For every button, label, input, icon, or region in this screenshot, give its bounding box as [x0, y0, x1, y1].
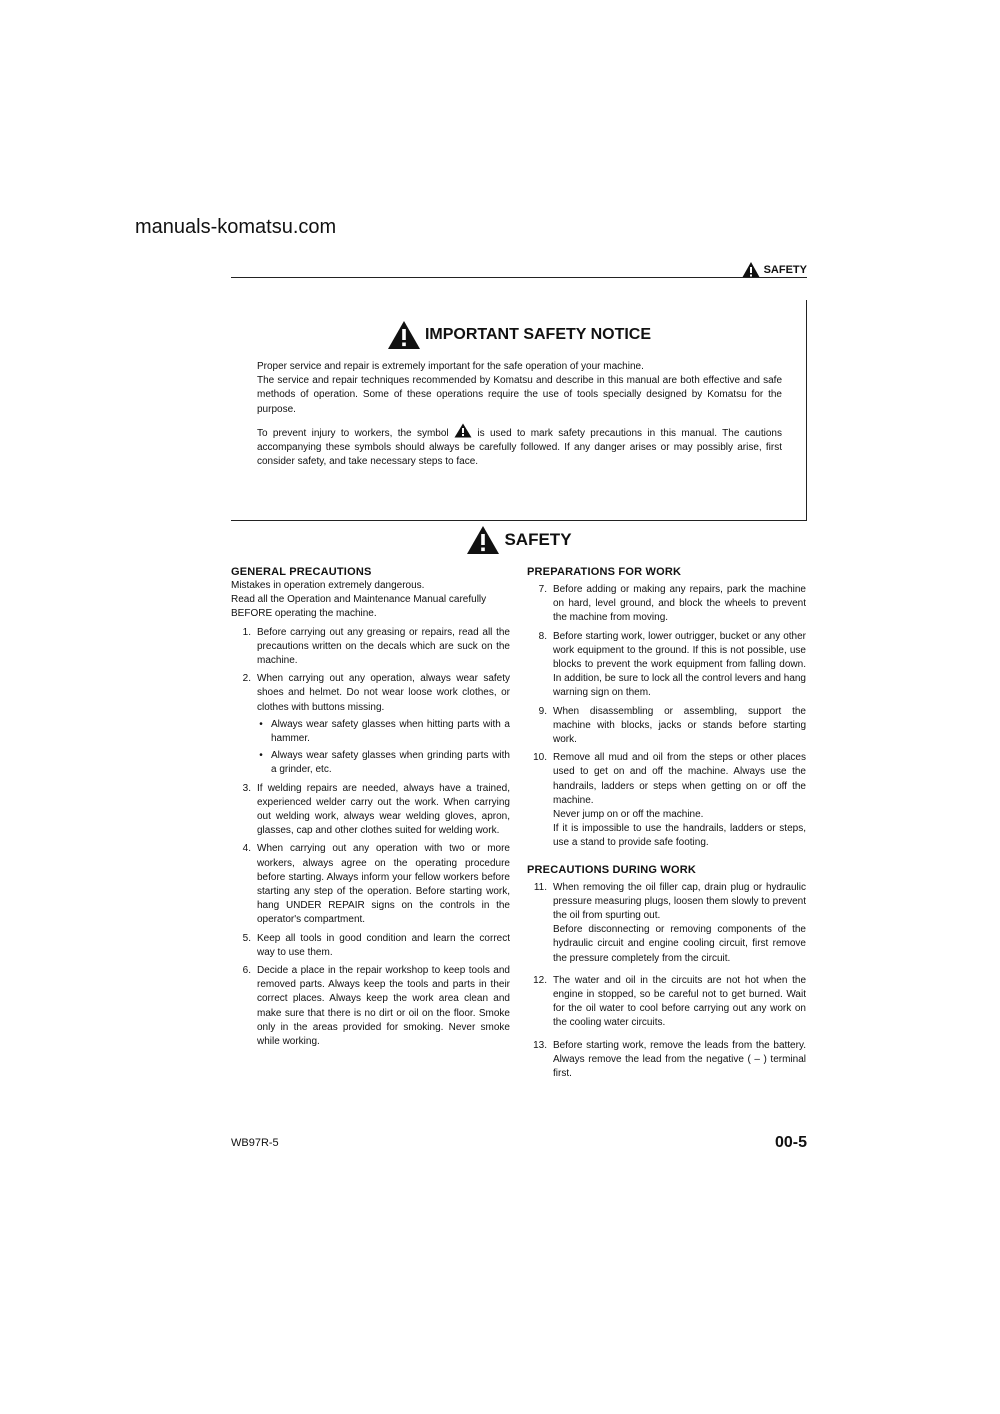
general-precautions-heading: GENERAL PRECAUTIONS	[231, 566, 372, 578]
item-text	[553, 751, 806, 850]
item-text: Keep all tools in good condition and learn the correct way to use them.	[257, 932, 510, 958]
item-text: Before starting work, remove the leads from the battery. Always remove the lead from the negative ( – ) terminal first.	[553, 1039, 806, 1080]
item-text: If welding repairs are needed, always have a trained, experienced welder carry out the work. When carrying out welding work, always wear welding gloves, apron, glasses, cap and other clothes suited for welding work.	[257, 782, 510, 837]
list-item	[231, 842, 510, 927]
notice-title	[231, 320, 807, 350]
sub-item-text: Always wear safety glasses when grinding parts with a grinder, etc.	[271, 750, 510, 776]
list-item	[527, 974, 806, 1031]
notice-para-2-after: is used to mark safety precautions in this manual. The cautions accompanying these symbols should always be carefully followed. If any danger arises or may possibly arise, first consider safety, and take necessary steps to face.	[257, 427, 782, 468]
item-text: When disassembling or assembling, support the machine with blocks, jacks or stands before starting work.	[553, 705, 806, 746]
warning-triangle-icon	[454, 423, 472, 438]
item-text: When carrying out any operation with two or more workers, always agree on the operating procedure before starting. Always inform your fellow workers before starting any step of the operation. Before starting work, hang UNDER REPAIR signs on the controls in the operator's compartment.	[257, 843, 510, 926]
item-number: 1.	[242, 626, 251, 638]
general-precautions-column	[231, 565, 510, 1049]
header-rule	[231, 277, 807, 278]
list-item	[527, 583, 806, 626]
page-number: 00-5	[774, 1134, 807, 1151]
item-text: When carrying out any operation, always wear safety shoes and helmet. Do not wear loose work clothes, or clothes with buttons missing.	[257, 673, 510, 713]
item-number: 8.	[538, 630, 547, 642]
safety-title-text: SAFETY	[504, 530, 572, 549]
item-11-line-2: Before disconnecting or removing components of the hydraulic circuit and engine cooling circuit, first remove the pressure completely from the circuit.	[553, 924, 806, 964]
item-number: 7.	[538, 584, 547, 595]
list-item	[527, 751, 806, 850]
list-item	[527, 630, 806, 701]
item-text: Before adding or making any repairs, park the machine on hard, level ground, and block the wheels to prevent the machine from moving.	[553, 584, 806, 624]
safety-title	[231, 525, 807, 555]
item-text	[553, 881, 806, 966]
item-number: 6.	[242, 965, 251, 977]
list-item	[231, 626, 510, 669]
warning-triangle-icon	[387, 320, 421, 350]
bullet: •	[259, 718, 263, 730]
section-header-label: SAFETY	[763, 264, 807, 276]
item-10-line-3: If it is impossible to use the handrails, ladders or steps, use a stand to provide safe footing.	[553, 823, 806, 849]
item-number: 13.	[533, 1039, 547, 1051]
item-11-line-1: When removing the oil filler cap, drain plug or hydraulic pressure measuring plugs, loosen them slowly to prevent the oil from spurting out.	[553, 881, 806, 922]
list-item	[527, 705, 806, 748]
item-10-line-1: Remove all mud and oil from the steps or other places used to get on and off the machine. Always use the handrails, ladders or steps when getting on or off the machine.	[553, 752, 806, 806]
bullet: •	[259, 750, 263, 762]
item-number: 2.	[242, 673, 251, 685]
list-item	[231, 672, 510, 715]
list-item	[231, 964, 510, 1049]
notice-body	[257, 360, 782, 475]
notice-title-text: IMPORTANT SAFETY NOTICE	[424, 326, 652, 343]
item-number: 4.	[242, 843, 251, 855]
list-item	[231, 782, 510, 839]
watermark-text: manuals-komatsu.com	[135, 216, 337, 238]
sub-list-item	[251, 718, 510, 746]
sub-list-item	[251, 749, 510, 777]
general-intro-1: Mistakes in operation extremely dangerous.	[231, 580, 425, 591]
sub-item-text: Always wear safety glasses when hitting parts with a hammer.	[271, 718, 510, 745]
item-number: 10.	[533, 752, 547, 764]
list-item	[231, 932, 510, 960]
notice-para-1b: The service and repair techniques recommended by Komatsu and describe in this manual are both effective and safe methods of operation. Some of these operations require the use of tools specially designed by Komatsu for the purpose.	[257, 375, 782, 415]
item-number: 11.	[533, 881, 547, 893]
item-number: 3.	[242, 782, 251, 794]
notice-para-2-before: To prevent injury to workers, the symbol	[257, 427, 449, 439]
list-item	[527, 1039, 806, 1082]
warning-triangle-icon	[466, 525, 500, 555]
notice-para-1a: Proper service and repair is extremely important for the safe operation of your machine.	[257, 361, 644, 372]
item-text: Before carrying out any greasing or repairs, read all the precautions written on the decals which are suck on the machine.	[257, 626, 510, 667]
during-work-heading: PRECAUTIONS DURING WORK	[527, 863, 696, 876]
item-number: 9.	[538, 705, 547, 717]
general-intro-2: Read all the Operation and Maintenance Manual carefully BEFORE operating the machine.	[231, 594, 487, 620]
item-text: Decide a place in the repair workshop to keep tools and removed parts. Always keep the tools and parts in their correct places. Always keep the work area clean and make sure that there is no dirt or oil on the floor. Smoke only in the areas provided for smoking. Never smoke while working.	[257, 965, 510, 1048]
preparations-heading: PREPARATIONS FOR WORK	[527, 566, 682, 578]
item-number: 12.	[533, 974, 547, 986]
footer-model: WB97R-5	[231, 1137, 279, 1149]
list-item	[527, 881, 806, 966]
item-number: 5.	[242, 932, 251, 944]
item-10-line-2: Never jump on or off the machine.	[553, 809, 704, 821]
notice-para-2	[257, 423, 782, 470]
item-text: The water and oil in the circuits are not hot when the engine in stopped, so be careful not to get burned. Wait for the oil water to cool before carrying out any work on the cooling water circuits.	[553, 974, 806, 1029]
preparations-column	[527, 565, 806, 1081]
item-text: Before starting work, lower outrigger, bucket or any other work equipment to the ground. If this is not possible, use blocks to prevent the work equipment from falling down. In addition, be sure to lock all the control levers and hang warning sign on them.	[553, 630, 806, 699]
